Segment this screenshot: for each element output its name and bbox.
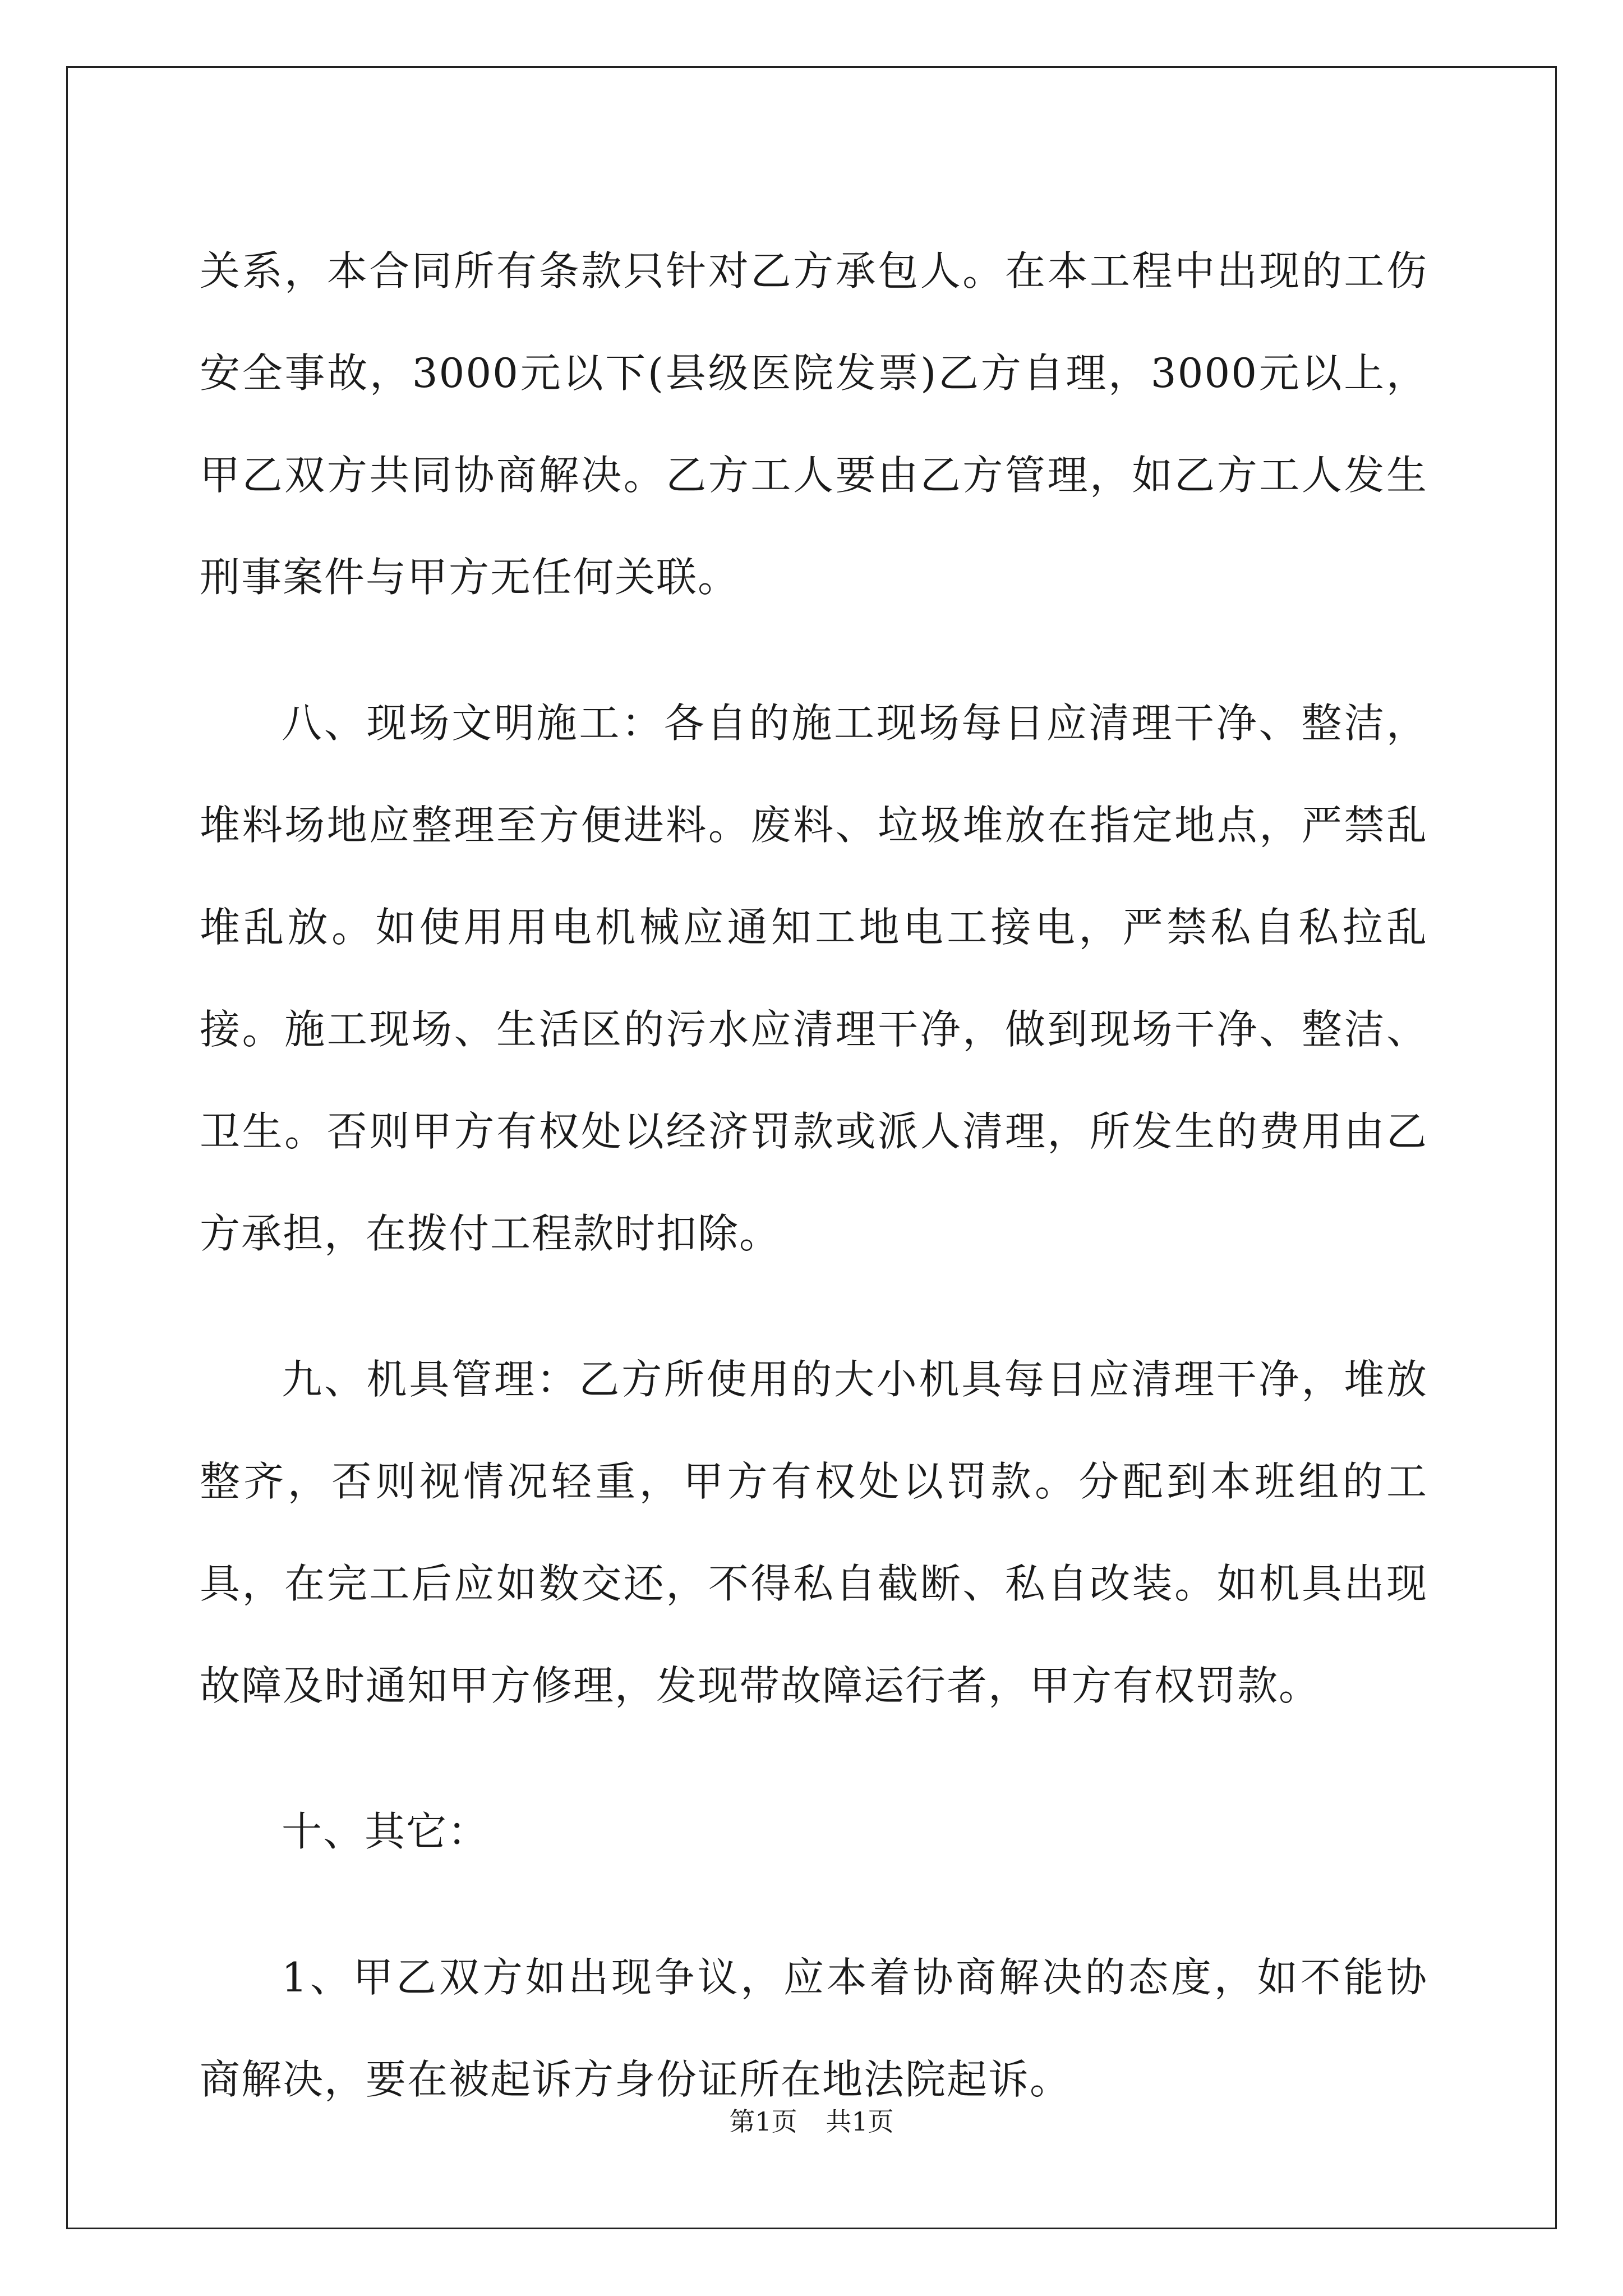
page-footer: [0, 2105, 1623, 2138]
document-body: [200, 220, 1428, 2174]
paragraph-other-heading: 十、其它：: [282, 1808, 490, 1855]
paragraph-equipment-management: 九、机具管理：乙方所使用的大小机具每日应清理干净，堆放整齐，否则视情况轻重，甲方有权处以罚款。分配到本班组的工具，在完工后应如数交还，不得私自截断、私自改装。如机具出现故障及时通知甲方修理，发现带故障运行者，甲方有权罚款。: [200, 1356, 1428, 1709]
paragraph-dispute-clause: 1、甲乙双方如出现争议，应本着协商解决的态度，如不能协商解决，要在被起诉方身份证所在地法院起诉。: [200, 1954, 1428, 2103]
paragraph-site-civilized-construction: 八、现场文明施工：各自的施工现场每日应清理干净、整洁，堆料场地应整理至方便进料。废料、垃圾堆放在指定地点，严禁乱堆乱放。如使用用电机械应通知工地电工接电，严禁私自私拉乱接。施工现场、生活区的污水应清理干净，做到现场干净、整洁、卫生。否则甲方有权处以经济罚款或派人清理，所发生的费用由乙方承担，在拨付工程款时扣除。: [200, 700, 1428, 1257]
page-number-total: 共1页: [826, 2106, 894, 2137]
paragraph-continuation: 关系，本合同所有条款只针对乙方承包人。在本工程中出现的工伤安全事故，3000元以下(县级医院发票)乙方自理，3000元以上，甲乙双方共同协商解决。乙方工人要由乙方管理，如乙方工人发生刑事案件与甲方无任何关联。: [200, 247, 1428, 601]
page-number-current: 第1页: [729, 2106, 797, 2137]
